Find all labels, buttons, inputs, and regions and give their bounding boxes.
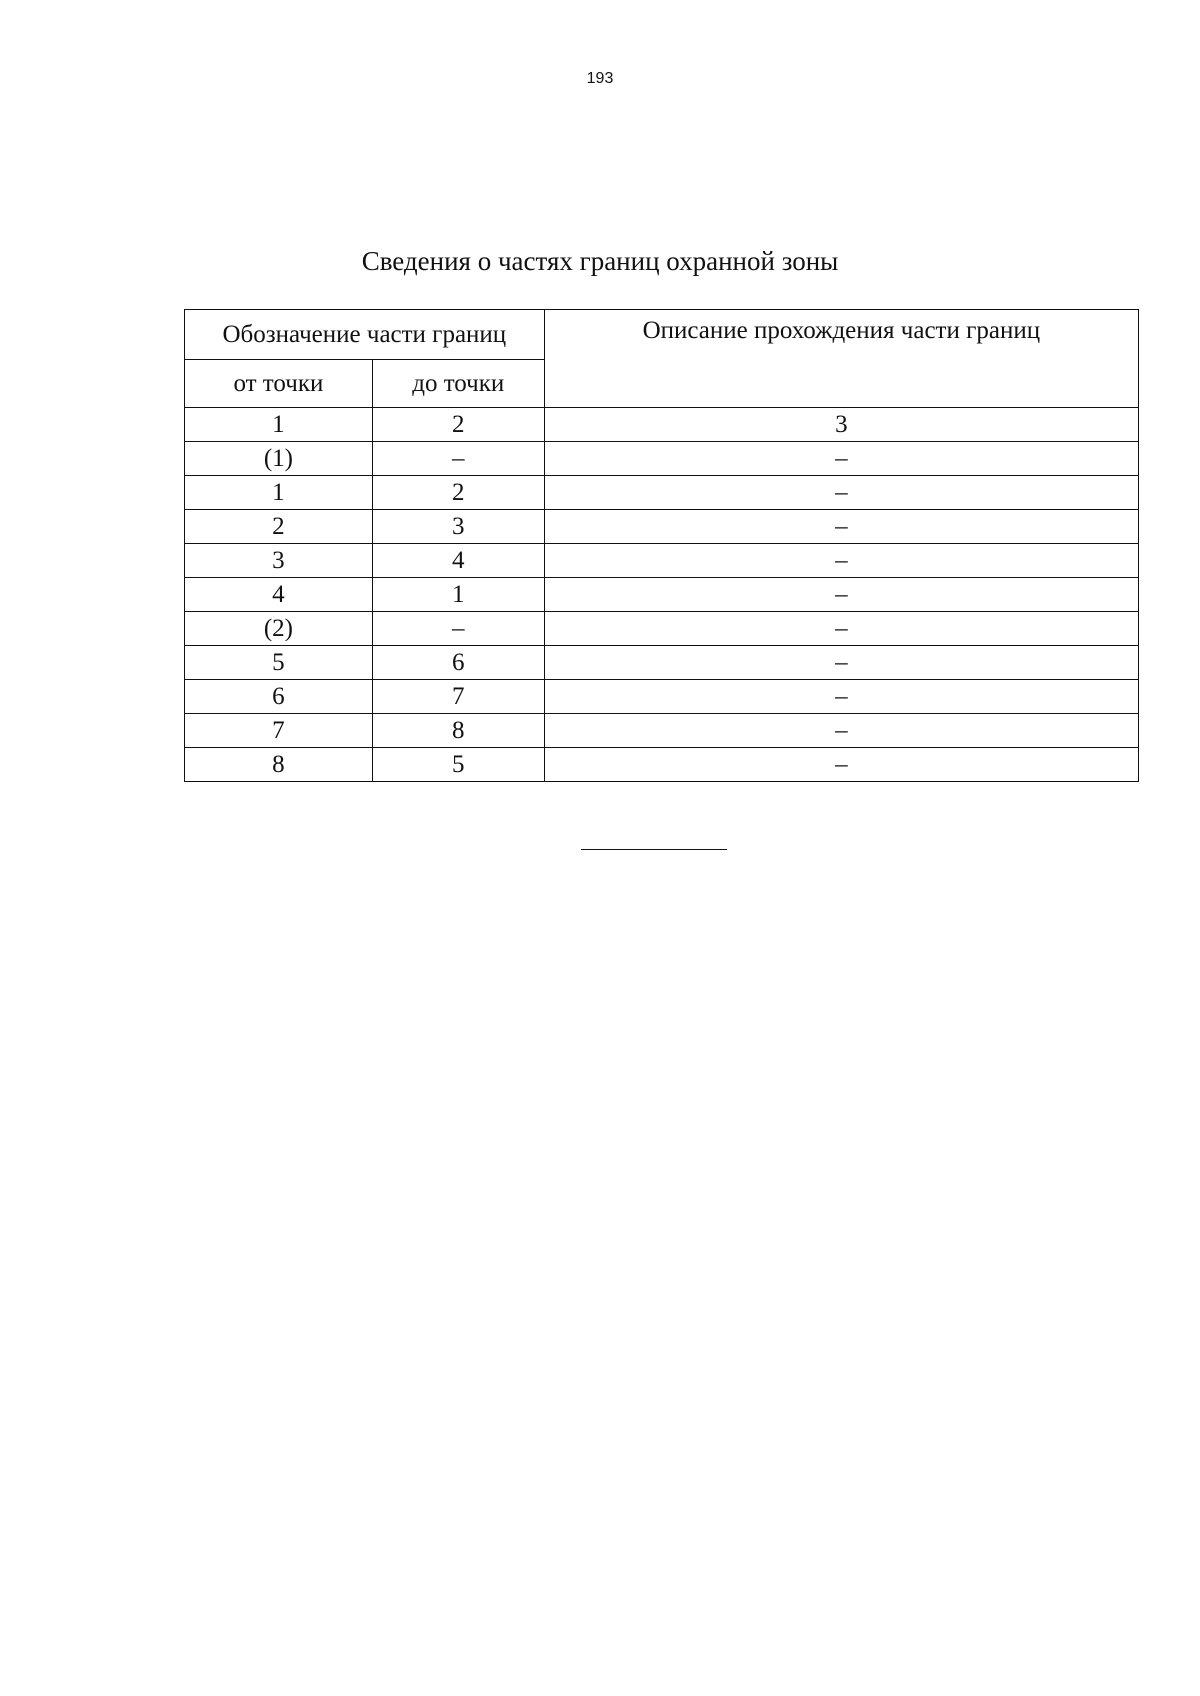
cell-to-point: – — [372, 442, 544, 476]
column-number-row — [185, 408, 1139, 442]
cell-description: – — [544, 612, 1138, 646]
cell-to-point: 6 — [372, 646, 544, 680]
cell-to-point: 5 — [372, 748, 544, 782]
cell-description: – — [544, 646, 1138, 680]
cell-to-point: 8 — [372, 714, 544, 748]
page-number: 193 — [586, 70, 614, 87]
cell-from-point: 8 — [185, 748, 373, 782]
cell-description: – — [544, 680, 1138, 714]
table-row — [185, 646, 1139, 680]
cell-from-point: 7 — [185, 714, 373, 748]
document-title: Сведения о частях границ охранной зоны — [361, 246, 839, 276]
boundary-parts-table — [184, 309, 1139, 782]
cell-description: – — [544, 476, 1138, 510]
table-row — [185, 714, 1139, 748]
cell-description: – — [544, 510, 1138, 544]
table-row — [185, 680, 1139, 714]
end-separator-line — [581, 849, 727, 850]
table-row — [185, 476, 1139, 510]
cell-to-point: 1 — [372, 578, 544, 612]
cell-from-point: 1 — [185, 476, 373, 510]
cell-from-point: 4 — [185, 578, 373, 612]
cell-description: – — [544, 748, 1138, 782]
column-number: 2 — [372, 408, 544, 442]
header-from-point: от точки — [185, 360, 373, 408]
cell-from-point: 6 — [185, 680, 373, 714]
column-number: 3 — [544, 408, 1138, 442]
table-row — [185, 748, 1139, 782]
cell-from-point: 2 — [185, 510, 373, 544]
cell-to-point: 3 — [372, 510, 544, 544]
header-boundary-part: Обозначение части границ — [185, 310, 545, 360]
cell-to-point: 4 — [372, 544, 544, 578]
cell-to-point: – — [372, 612, 544, 646]
cell-from-point: (2) — [185, 612, 373, 646]
cell-description: – — [544, 714, 1138, 748]
cell-from-point: 3 — [185, 544, 373, 578]
table-header-row — [185, 310, 1139, 360]
header-to-point: до точки — [372, 360, 544, 408]
cell-to-point: 7 — [372, 680, 544, 714]
column-number: 1 — [185, 408, 373, 442]
table-row — [185, 510, 1139, 544]
table-row — [185, 442, 1139, 476]
table-row — [185, 612, 1139, 646]
table-row — [185, 578, 1139, 612]
table-row — [185, 544, 1139, 578]
cell-to-point: 2 — [372, 476, 544, 510]
header-description: Описание прохождения части границ — [544, 310, 1138, 408]
cell-from-point: (1) — [185, 442, 373, 476]
cell-description: – — [544, 578, 1138, 612]
cell-from-point: 5 — [185, 646, 373, 680]
cell-description: – — [544, 544, 1138, 578]
cell-description: – — [544, 442, 1138, 476]
